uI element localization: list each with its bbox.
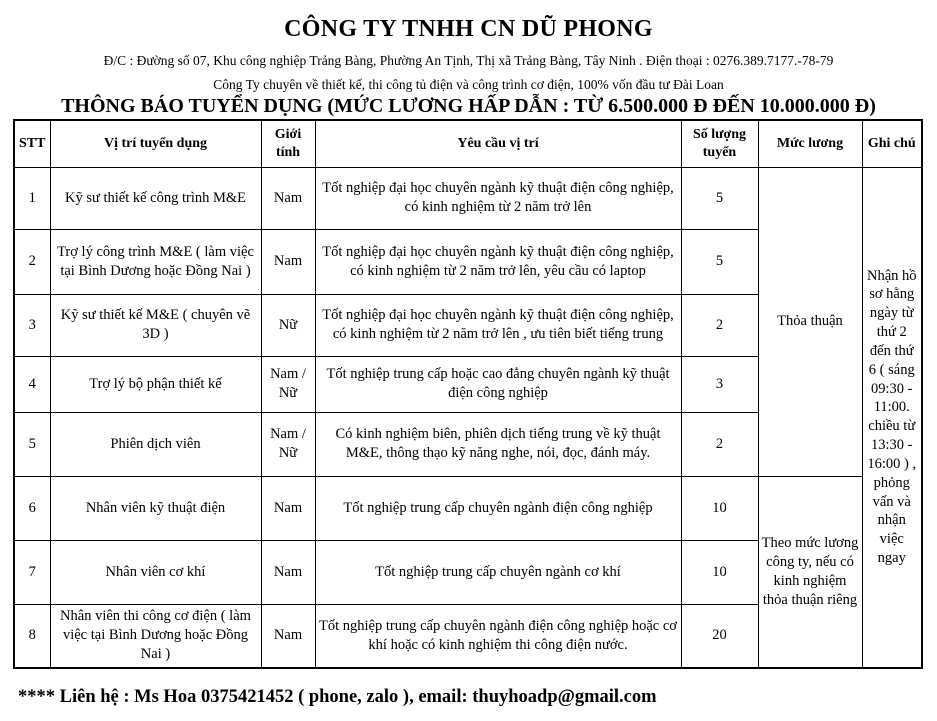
cell-quantity: 5 xyxy=(681,167,758,229)
cell-gender: Nam xyxy=(261,604,315,668)
cell-position: Kỹ sư thiết kế M&E ( chuyên vẽ 3D ) xyxy=(50,294,261,356)
cell-position: Trợ lý bộ phận thiết kế xyxy=(50,356,261,412)
cell-requirement: Tốt nghiệp trung cấp chuyên ngành điện công nghiệp xyxy=(315,476,681,540)
cell-requirement: Tốt nghiệp đại học chuyên ngành kỹ thuật điện công nghiệp, có kinh nghiệm từ 2 năm trở lên, yêu cầu có laptop xyxy=(315,229,681,294)
header-quantity: Số lượng tuyển xyxy=(681,120,758,167)
cell-requirement: Tốt nghiệp đại học chuyên ngành kỹ thuật điện công nghiệp, có kinh nghiệm từ 2 năm trở lên xyxy=(315,167,681,229)
company-intro: Công Ty chuyên về thiết kế, thi công tủ điện và công trình cơ điện, 100% vốn đầu tư Đài Loan xyxy=(213,77,724,92)
table-row xyxy=(14,476,922,540)
cell-gender: Nam xyxy=(261,540,315,604)
header-note: Ghi chú xyxy=(862,120,922,167)
cell-gender: Nam / Nữ xyxy=(261,412,315,476)
cell-stt: 5 xyxy=(14,412,50,476)
header-requirement: Yêu cầu vị trí xyxy=(315,120,681,167)
cell-requirement: Tốt nghiệp trung cấp chuyên ngành điện công nghiệp hoặc cơ khí hoặc có kinh nghiệm thi công điện nước. xyxy=(315,604,681,668)
cell-gender: Nữ xyxy=(261,294,315,356)
cell-requirement: Tốt nghiệp đại học chuyên ngành kỹ thuật điện công nghiệp, có kinh nghiệm từ 2 năm trở lên , ưu tiên biết tiếng trung xyxy=(315,294,681,356)
cell-quantity: 2 xyxy=(681,294,758,356)
cell-stt: 3 xyxy=(14,294,50,356)
header-gender: Giới tính xyxy=(261,120,315,167)
cell-stt: 8 xyxy=(14,604,50,668)
cell-quantity: 2 xyxy=(681,412,758,476)
cell-gender: Nam xyxy=(261,229,315,294)
table-row xyxy=(14,167,922,229)
cell-quantity: 5 xyxy=(681,229,758,294)
cell-requirement: Có kinh nghiệm biên, phiên dịch tiếng trung về kỹ thuật M&E, thông thạo kỹ năng nghe, nói, đọc, đánh máy. xyxy=(315,412,681,476)
cell-stt: 6 xyxy=(14,476,50,540)
recruitment-notice-title: THÔNG BÁO TUYỂN DỤNG (MỨC LƯƠNG HẤP DẪN : TỪ 6.500.000 Đ ĐẾN 10.000.000 Đ) xyxy=(61,95,876,117)
cell-gender: Nam xyxy=(261,167,315,229)
cell-gender: Nam / Nữ xyxy=(261,356,315,412)
cell-stt: 7 xyxy=(14,540,50,604)
cell-stt: 4 xyxy=(14,356,50,412)
cell-position: Nhân viên kỹ thuật điện xyxy=(50,476,261,540)
cell-quantity: 20 xyxy=(681,604,758,668)
company-address: Đ/C : Đường số 07, Khu công nghiệp Trảng Bàng, Phường An Tịnh, Thị xã Trảng Bàng, Tây Ninh . Điện thoại : 0276.389.7177.-78-79 xyxy=(103,53,834,68)
cell-requirement: Tốt nghiệp trung cấp hoặc cao đẳng chuyên ngành kỹ thuật điện công nghiệp xyxy=(315,356,681,412)
cell-position: Kỹ sư thiết kế công trình M&E xyxy=(50,167,261,229)
cell-note: Nhận hồ sơ hằng ngày từ thứ 2 đến thứ 6 ( sáng 09:30 - 11:00. chiều từ 13:30 - 16:00 ) , phỏng vấn và nhận việc ngay xyxy=(862,167,922,668)
cell-gender: Nam xyxy=(261,476,315,540)
cell-position: Nhân viên cơ khí xyxy=(50,540,261,604)
company-name: CÔNG TY TNHH CN DŨ PHONG xyxy=(284,16,653,42)
header-position: Vị trí tuyển dụng xyxy=(50,120,261,167)
cell-quantity: 10 xyxy=(681,540,758,604)
cell-stt: 1 xyxy=(14,167,50,229)
cell-quantity: 10 xyxy=(681,476,758,540)
contact-line: **** Liên hệ : Ms Hoa 0375421452 ( phone, zalo ), email: thuyhoadp@gmail.com xyxy=(18,687,657,707)
cell-quantity: 3 xyxy=(681,356,758,412)
table-header-row xyxy=(14,120,922,167)
cell-position: Phiên dịch viên xyxy=(50,412,261,476)
cell-position: Trợ lý công trình M&E ( làm việc tại Bình Dương hoặc Đồng Nai ) xyxy=(50,229,261,294)
cell-requirement: Tốt nghiệp trung cấp chuyên ngành cơ khí xyxy=(315,540,681,604)
cell-salary-agreed: Thỏa thuận xyxy=(758,167,862,476)
cell-stt: 2 xyxy=(14,229,50,294)
header-stt: STT xyxy=(14,120,50,167)
cell-position: Nhân viên thi công cơ điện ( làm việc tại Bình Dương hoặc Đồng Nai ) xyxy=(50,604,261,668)
cell-salary-company-rate: Theo mức lương công ty, nếu có kinh nghiệm thỏa thuận riêng xyxy=(758,476,862,668)
header-salary: Mức lương xyxy=(758,120,862,167)
recruitment-table xyxy=(13,119,923,669)
